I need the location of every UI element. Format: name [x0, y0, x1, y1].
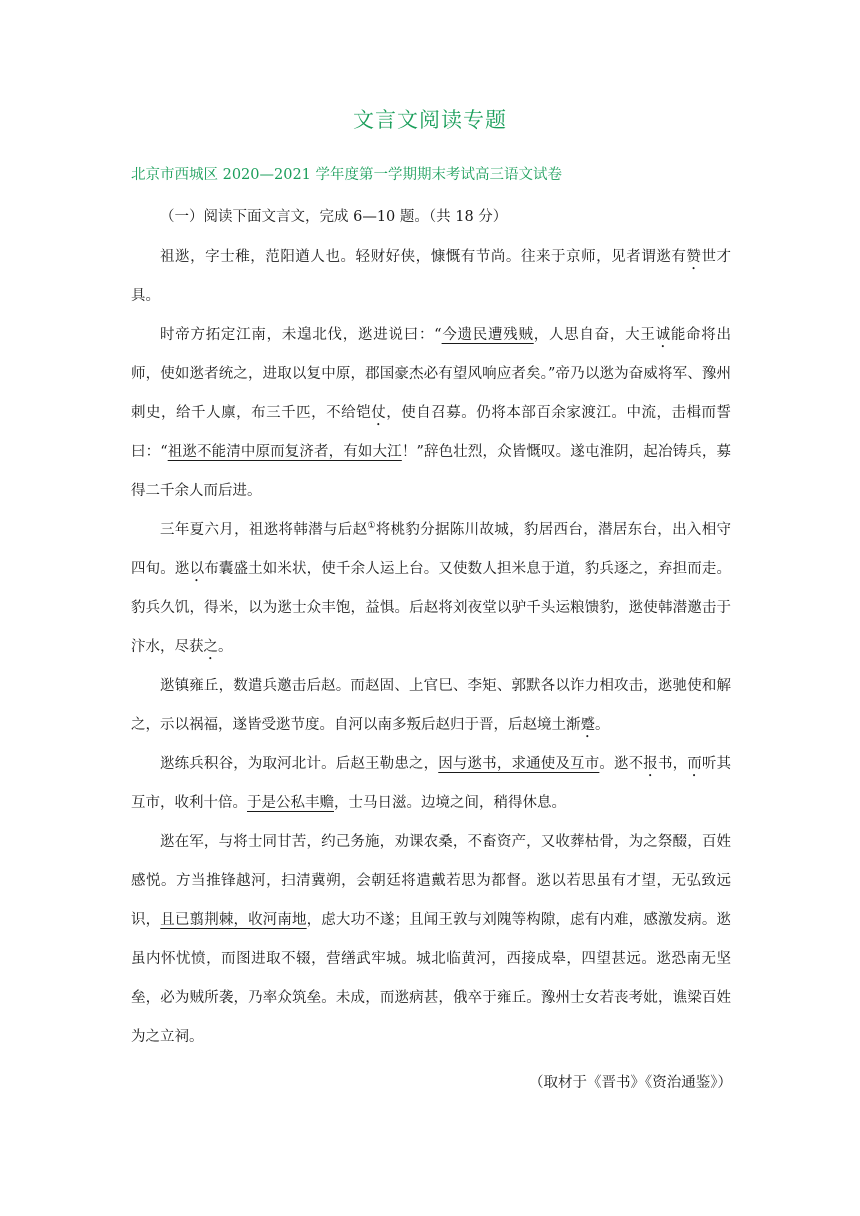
paragraph-6 — [131, 823, 731, 1057]
text-run: ！”辞色壮烈，众皆慨叹。遂屯淮阴，起冶铸兵，募得二千余人而后进。 — [131, 444, 731, 499]
paragraph-4 — [131, 667, 731, 745]
dotted-char: 之 — [203, 639, 218, 655]
text-run: ，使自召募。仍将本部百余家渡江。中流，击楫而誓曰：“ — [131, 405, 732, 460]
footnote-marker: ① — [367, 521, 376, 532]
text-run: 三年夏六月，祖逖将韩潜与后赵 — [160, 522, 368, 538]
text-run: 祖逖，字士稚，范阳遒人也。轻财好侠，慷慨有节尚。往来于京师，见者谓逖有 — [160, 249, 687, 265]
dotted-char: 而 — [687, 756, 702, 772]
text-run: 听其互市，收利十倍。 — [131, 756, 732, 811]
text-run: ，人思自奋，大王 — [533, 327, 656, 343]
text-run: 将桃豹分据陈川故城，豹居西台，潜居东台，出入相守四旬。逖 — [131, 522, 732, 577]
underlined-sentence: 于是公私丰赡 — [247, 795, 334, 811]
text-run: ，士马日滋。边境之间，稍得休息。 — [334, 795, 566, 811]
text-run: 。 — [218, 639, 233, 655]
underlined-sentence: 且已翦荆棘，收河南地 — [160, 912, 307, 928]
dotted-char: 蹙 — [580, 717, 595, 733]
text-run: 书， — [657, 756, 688, 772]
dotted-char: 仗 — [371, 405, 387, 421]
text-run: 时帝方拓定江南，未遑北伐，逖进说曰：“ — [160, 327, 442, 343]
paragraph-1 — [131, 238, 731, 316]
question-instruction: （一）阅读下面文言文，完成 6—10 题。（共 18 分） — [160, 209, 508, 225]
passage-body — [131, 238, 731, 1057]
text-run: ，虑大功不遂；且闻王敦与刘隗等构隙，虑有内难，感激发病。逖虽内怀忧愤，而图进取不辍，营缮武牢城。城北临黄河，西接成皋，四望甚远。逖恐南无坚垒，必为贼所袭，乃率众筑垒。未成，而逖病甚，俄卒于雍丘。豫州士女若丧考妣，谯梁百姓为之立祠。 — [131, 912, 732, 1045]
underlined-sentence: 因与逖书，求通使及互市 — [438, 756, 600, 772]
paragraph-3 — [131, 511, 731, 667]
underlined-sentence: 祖逖不能清中原而复济者，有如大江 — [167, 444, 402, 460]
text-run: 布囊盛土如米状，使千余人运上台。又使数人担米息于道，豹兵逐之，弃担而走。豹兵久饥，得米，以为逖士众丰饱，益惧。后赵将刘夜堂以驴千头运粮馈豹，逖使韩潜邀击于汴水，尽获 — [131, 561, 732, 655]
text-run: 逖练兵积谷，为取河北计。后赵王勒患之， — [160, 756, 439, 772]
paragraph-2 — [131, 316, 731, 511]
source-citation: （取材于《晋书》《资治通鉴》） — [529, 1075, 732, 1091]
page-title: 文言文阅读专题 — [353, 108, 507, 132]
dotted-char: 以 — [189, 561, 205, 577]
text-run: 逖镇雍丘，数遣兵邀击后赵。而赵固、上官巳、李矩、郭默各以诈力相攻击，逖驰使和解之，示以祸福，遂皆受逖节度。自河以南多叛后赵归于晋，后赵境土渐 — [131, 678, 731, 733]
dotted-char: 诚 — [655, 327, 671, 343]
exam-source: 北京市西城区 2020—2021 学年度第一学期期末考试高三语文试卷 — [131, 167, 563, 183]
paragraph-5 — [131, 745, 731, 823]
text-run: 世才具。 — [131, 249, 732, 304]
text-run: 。逖不 — [599, 756, 644, 772]
text-run: 。 — [595, 717, 610, 733]
dotted-char: 赞 — [686, 249, 702, 265]
text-run: 逖在军，与将士同甘苦，约己务施，劝课农桑，不畜资产，又收葬枯骨，为之祭醊，百姓感悦。方当推锋越河，扫清冀朔，会朝廷将遣戴若思为都督。逖以若思虽有才望，无弘致远识， — [131, 834, 731, 928]
dotted-char: 报 — [643, 756, 658, 772]
text-run: 能命将出师，使如逖者统之，进取以复中原，郡国豪杰必有望风响应者矣。”帝乃以逖为奋威将军、豫州刺史，给千人廪，布三千匹，不给铠 — [131, 327, 732, 421]
underlined-sentence: 今遗民遭残贼 — [441, 327, 534, 343]
